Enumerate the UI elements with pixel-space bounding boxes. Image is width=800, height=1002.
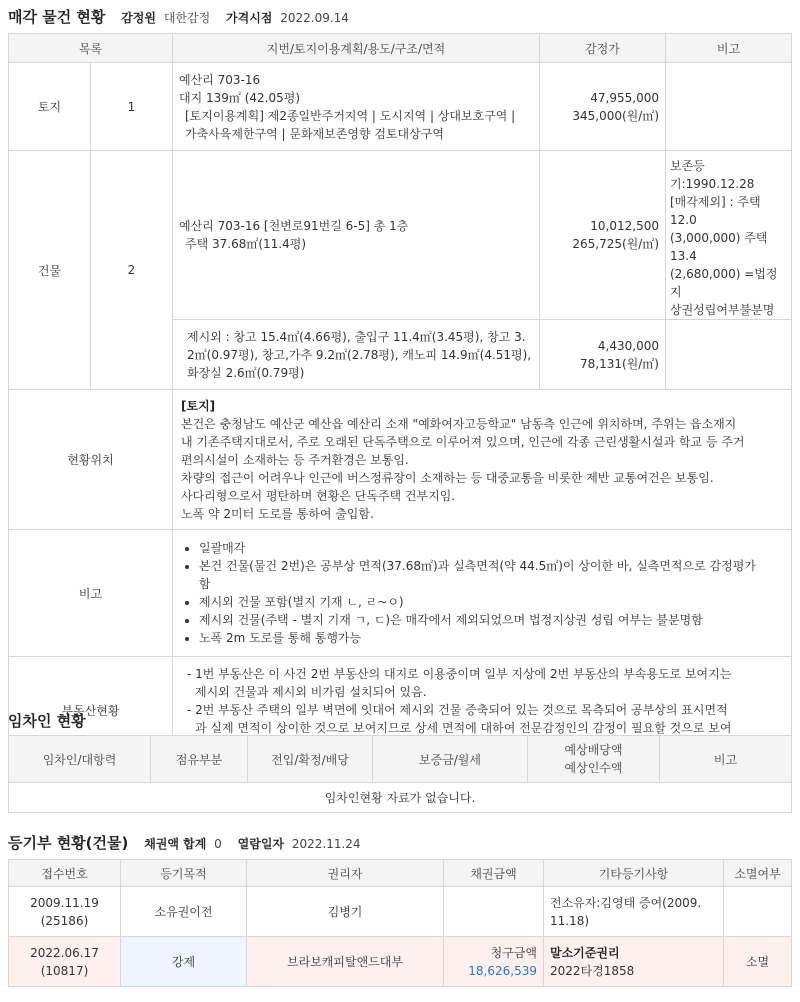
section-title: 임차인 현황 bbox=[8, 712, 86, 730]
land-unit-price: 345,000(원/㎡) bbox=[572, 108, 659, 123]
etc-line: 말소기준권리 bbox=[550, 945, 620, 960]
receipt-no: (25186) bbox=[40, 913, 89, 928]
section-header-tenants bbox=[8, 710, 98, 731]
header-purpose: 등기목적 bbox=[121, 860, 247, 887]
building-note-line: (3,000,000) 주택 13.4 bbox=[670, 231, 768, 263]
appraiser-value: 대한감정 bbox=[163, 11, 211, 25]
amount-value: 18,626,539 bbox=[468, 963, 537, 978]
amount-cell bbox=[444, 937, 544, 987]
building-price-cell bbox=[540, 151, 666, 320]
remarks-content bbox=[173, 530, 792, 657]
realestate-line: - 2번 부동산 주택의 일부 벽면에 잇대어 제시외 건물 증축되어 있는 것으로 목측되어 공부상의 표시면적 bbox=[187, 703, 728, 717]
tenants-empty-row bbox=[9, 783, 792, 813]
land-line: 가축사육제한구역 | 문화재보존영향 검토대상구역 bbox=[185, 126, 444, 141]
header-list: 목록 bbox=[9, 34, 173, 63]
land-price: 47,955,000 bbox=[590, 90, 659, 105]
land-line: 예산리 703-16 bbox=[179, 72, 261, 87]
header-receipt: 접수번호 bbox=[9, 860, 121, 887]
remarks-list bbox=[179, 539, 785, 647]
table-header-row bbox=[9, 736, 792, 783]
realestate-line: 제시외 건물과 제시외 비가림 설치되어 있음. bbox=[195, 685, 427, 699]
tenants-table bbox=[8, 735, 792, 813]
header-occupancy: 점유부분 bbox=[151, 736, 248, 783]
building-note-line: (2,680,000) =법정지 bbox=[670, 267, 778, 299]
etc-cell bbox=[544, 937, 724, 987]
table-header-row bbox=[9, 860, 792, 887]
land-line: [토지이용계획] 제2종일반주거지역 | 도시지역 | 상대보호구역 | bbox=[185, 108, 516, 123]
remarks-item: • 제시외 건물(주택 - 별지 기재 ㄱ, ㄷ)은 매각에서 제외되었으며 법정지상권 성립 여부는 불분명함 bbox=[199, 611, 785, 629]
purpose-cell: 강제 bbox=[121, 937, 247, 987]
receipt-cell bbox=[9, 887, 121, 937]
remarks-item: • 제시외 건물 포함(별지 기재 ㄴ, ㄹ~ㅇ) bbox=[199, 593, 785, 611]
land-no: 1 bbox=[91, 63, 173, 151]
building-label: 건물 bbox=[9, 151, 91, 390]
holder-cell: 브라보캐피탈앤드대부 bbox=[247, 937, 444, 987]
section-title: 매각 물건 현황 bbox=[8, 8, 106, 26]
building-note-line: [매각제외] : 주택 12.0 bbox=[670, 195, 761, 227]
land-desc bbox=[173, 63, 540, 151]
building-price: 10,012,500 bbox=[590, 219, 659, 233]
receipt-cell bbox=[9, 937, 121, 987]
etc-line: 전소유자:김영태 증여(2009. bbox=[550, 895, 702, 910]
building-extra-line: 제시외 : 창고 15.4㎡(4.66평), 출입구 11.4㎡(3.45평), 창고 3. bbox=[187, 329, 526, 344]
building-extra-note bbox=[666, 320, 792, 390]
location-line: 본건은 충청남도 예산군 예산읍 예산리 소재 "예화여자고등학교" 남동측 인근에 위치하며, 주위는 읍소재지 bbox=[181, 416, 737, 431]
remarks-item: • 노폭 2m 도로를 통해 통행가능 bbox=[199, 629, 785, 647]
building-extra-desc bbox=[173, 320, 540, 390]
location-line: 차량의 접근이 어려우나 인근에 버스정류장이 소재하는 등 대중교통을 비롯한 제반 교통여건은 보통임. bbox=[181, 470, 714, 485]
land-row bbox=[9, 63, 792, 151]
building-note bbox=[666, 151, 792, 320]
table-header-row bbox=[9, 34, 792, 63]
extinct-cell bbox=[724, 887, 792, 937]
etc-line: 2022타경1858 bbox=[550, 963, 635, 978]
sale-items-table bbox=[8, 33, 792, 764]
remarks-row bbox=[9, 530, 792, 657]
header-holder: 권리자 bbox=[247, 860, 444, 887]
section-header-sale-items bbox=[8, 6, 361, 27]
bond-total-label: 채권액 합계 bbox=[144, 837, 207, 851]
realestate-line: - 1번 부동산은 이 사건 2번 부동산의 대지로 이용중이며 일부 지상에 2번 부동산의 부속용도로 보여지는 bbox=[187, 667, 732, 681]
header-desc: 지번/토지이용계획/용도/구조/면적 bbox=[173, 34, 540, 63]
building-extra-line: 2㎡(0.97평), 창고,가추 9.2㎡(2.78평), 캐노피 14.9㎡(4.51평), bbox=[187, 347, 532, 362]
building-line: 예산리 703-16 [천변로91번길 6-5] 총 1층 bbox=[179, 219, 409, 233]
building-note-line: 보존등기:1990.12.28 bbox=[670, 159, 755, 191]
header-note: 비고 bbox=[666, 34, 792, 63]
header-extinct: 소멸여부 bbox=[724, 860, 792, 887]
price-date-label: 가격시점 bbox=[226, 11, 273, 25]
remarks-label: 비고 bbox=[9, 530, 173, 657]
land-line: 대지 139㎡ (42.05평) bbox=[179, 90, 301, 105]
section-header-registry bbox=[8, 832, 373, 853]
header-tenant: 임차인/대항력 bbox=[9, 736, 151, 783]
holder-cell: 김병기 bbox=[247, 887, 444, 937]
remarks-item: • 본건 건물(물건 2번)은 공부상 면적(37.68㎡)과 실측면적(약 44.5㎡)이 상이한 바, 실측면적으로 감정평가 함 bbox=[199, 557, 785, 593]
location-label: 현황위치 bbox=[9, 390, 173, 530]
header-etc: 기타등기사항 bbox=[544, 860, 724, 887]
building-no: 2 bbox=[91, 151, 173, 390]
building-extra-price-cell bbox=[540, 320, 666, 390]
building-extra-price: 4,430,000 bbox=[597, 338, 659, 353]
building-extra-unit-price: 78,131(원/㎡) bbox=[580, 356, 659, 371]
land-label: 토지 bbox=[9, 63, 91, 151]
building-row bbox=[9, 151, 792, 320]
location-line: 사다리형으로서 평탄하며 현황은 단독주택 건부지임. bbox=[181, 488, 456, 503]
location-content bbox=[173, 390, 792, 530]
header-expected: 예상배당액 예상인수액 bbox=[528, 736, 660, 783]
location-line: 내 기존주택지대로서, 주로 오래된 단독주택으로 이루어져 있으며, 인근에 각종 근린생활시설과 학교 등 주거 bbox=[181, 434, 745, 449]
header-price: 감정가 bbox=[540, 34, 666, 63]
amount-cell bbox=[444, 887, 544, 937]
land-price-cell bbox=[540, 63, 666, 151]
receipt-date: 2022.06.17 bbox=[30, 945, 99, 960]
view-date-label: 열람일자 bbox=[237, 837, 285, 851]
location-line: 편의시설이 소재하는 등 주거환경은 보통임. bbox=[181, 452, 409, 467]
building-line: 주택 37.68㎡(11.4평) bbox=[185, 237, 307, 251]
building-unit-price: 265,725(원/㎡) bbox=[572, 237, 659, 251]
table-row bbox=[9, 887, 792, 937]
remarks-item: • 일괄매각 bbox=[199, 539, 785, 557]
land-note bbox=[666, 63, 792, 151]
header-move-in: 전입/확정/배당 bbox=[248, 736, 373, 783]
realestate-line: 과 실제 면적이 상이한 것으로 보여지므로 상세 면적에 대하여 전문감정인의 감정이 필요할 것으로 보여 bbox=[195, 721, 732, 735]
empty-message: 임차인현황 자료가 없습니다. bbox=[9, 783, 792, 813]
etc-line: 11.18) bbox=[550, 913, 590, 928]
view-date-value: 2022.11.24 bbox=[291, 837, 361, 851]
header-note: 비고 bbox=[660, 736, 792, 783]
header-amount: 채권금액 bbox=[444, 860, 544, 887]
building-note-line: 상권성립여부불분명 bbox=[670, 303, 775, 317]
realestate-label: 부동산현황 bbox=[9, 657, 173, 764]
price-date-value: 2022.09.14 bbox=[280, 11, 349, 25]
registry-table bbox=[8, 859, 792, 987]
building-desc bbox=[173, 151, 540, 320]
header-deposit: 보증금/월세 bbox=[373, 736, 528, 783]
amount-label: 청구금액 bbox=[490, 945, 537, 960]
location-heading: [토지] bbox=[181, 398, 216, 413]
receipt-no: (10817) bbox=[40, 963, 89, 978]
section-title: 등기부 현황(건물) bbox=[8, 834, 129, 852]
purpose-cell: 소유권이전 bbox=[121, 887, 247, 937]
location-line: 노폭 약 2미터 도로를 통하여 출입함. bbox=[181, 506, 374, 521]
etc-cell bbox=[544, 887, 724, 937]
building-extra-line: 화장실 2.6㎡(0.79평) bbox=[187, 365, 305, 380]
table-row bbox=[9, 937, 792, 987]
location-row bbox=[9, 390, 792, 530]
extinct-cell: 소멸 bbox=[724, 937, 792, 987]
bond-total-value: 0 bbox=[214, 837, 222, 851]
receipt-date: 2009.11.19 bbox=[30, 895, 99, 910]
appraiser-label: 감정원 bbox=[121, 11, 156, 25]
